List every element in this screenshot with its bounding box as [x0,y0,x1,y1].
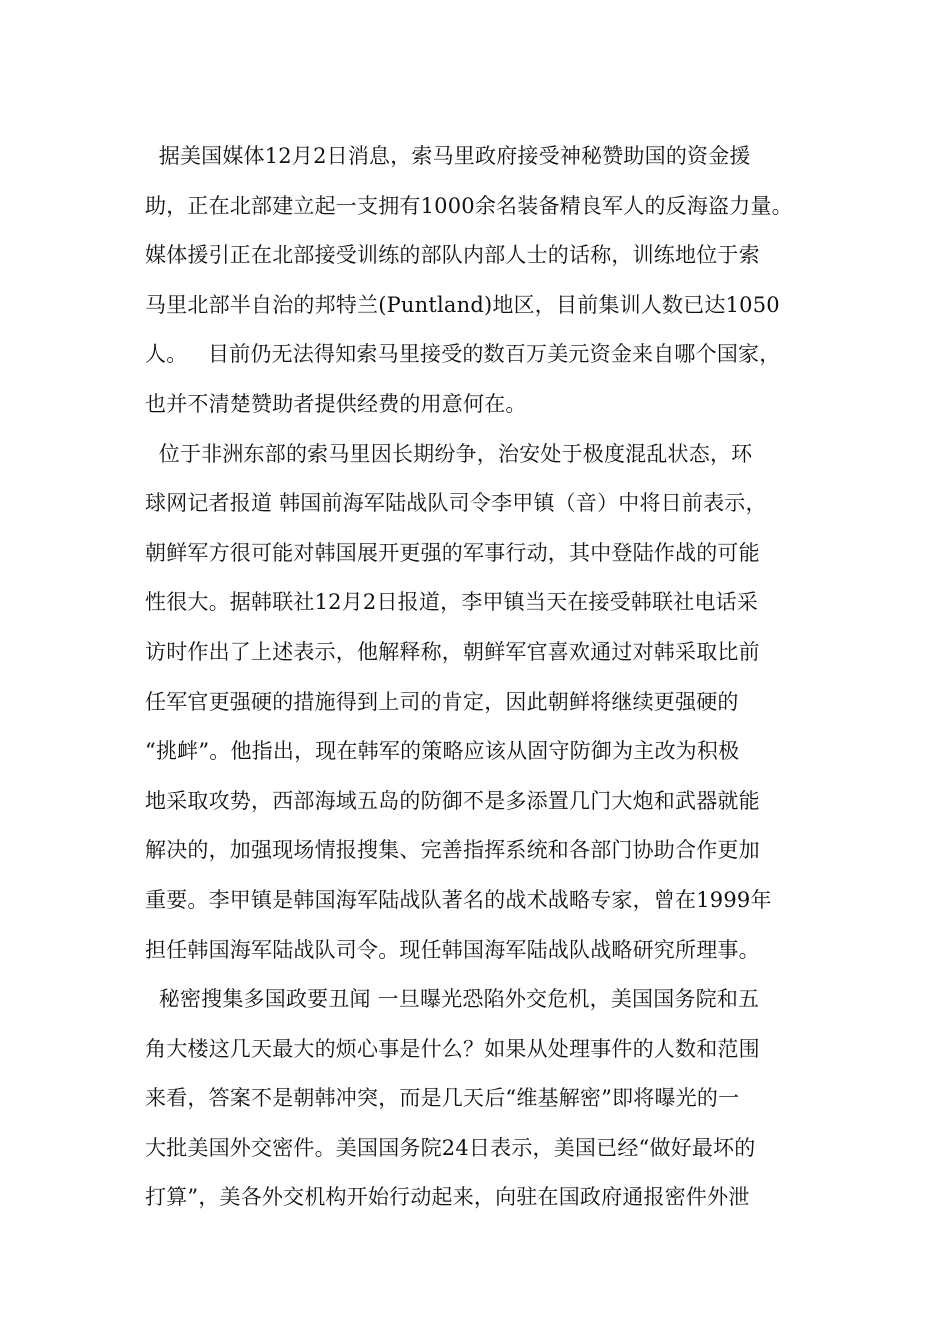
text-line: 马里北部半自治的邦特兰(Puntland)地区，目前集训人数已达1050 [145,292,780,317]
text-line: 也并不清楚赞助者提供经费的用意何在。 [145,391,527,416]
text-line: 位于非洲东部的索马里因长期纷争，治安处于极度混乱状态，环 [145,441,753,466]
text-line: 性很大。据韩联社12月2日报道，李甲镇当天在接受韩联社电话采 [145,590,759,615]
paragraph-wikileaks [145,975,825,1223]
text-line: 据美国媒体12月2日消息，索马里政府接受神秘赞助国的资金援 [145,144,751,168]
text-line: 人。 目前仍无法得知索马里接受的数百万美元资金来自哪个国家， [145,342,781,367]
text-line: 助，正在北部建立起一支拥有1000余名装备精良军人的反海盗力量。 [145,193,793,218]
text-line: 打算”，美各外交机构开始行动起来，向驻在国政府通报密件外泄 [145,1185,750,1210]
article-body [145,132,825,1223]
paragraph-somalia-funding [145,132,825,430]
text-line: 角大楼这几天最大的烦心事是什么？如果从处理事件的人数和范围 [145,1036,760,1061]
text-line: 球网记者报道 韩国前海军陆战队司令李甲镇（音）中将日前表示， [145,491,767,516]
text-line: 重要。李甲镇是韩国海军陆战队著名的战术战略专家，曾在1999年 [145,887,772,912]
text-line: 担任韩国海军陆战队司令。现任韩国海军陆战队战略研究所理事。 [145,937,760,962]
text-line: 来看，答案不是朝韩冲突，而是几天后“维基解密”即将曝光的一 [145,1086,740,1111]
text-line: 秘密搜集多国政要丑闻 一旦曝光恐陷外交危机，美国国务院和五 [145,987,760,1012]
text-line: 朝鲜军方很可能对韩国展开更强的军事行动，其中登陆作战的可能 [145,540,760,565]
text-line: 地采取攻势，西部海域五岛的防御不是多添置几门大炮和武器就能 [145,788,760,813]
text-line: 访时作出了上述表示，他解释称，朝鲜军官喜欢通过对韩采取比前 [145,639,760,664]
text-line: 任军官更强硬的措施得到上司的肯定，因此朝鲜将继续更强硬的 [145,689,739,714]
text-line: 解决的，加强现场情报搜集、完善指挥系统和各部门协助合作更加 [145,838,760,863]
text-line: 大批美国外交密件。美国国务院24日表示，美国已经“做好最坏的 [145,1135,756,1160]
paragraph-korea-marines [145,430,825,976]
text-line: 媒体援引正在北部接受训练的部队内部人士的话称，训练地位于索 [145,243,760,268]
text-line: “挑衅”。他指出，现在韩军的策略应该从固守防御为主改为积极 [145,739,740,764]
